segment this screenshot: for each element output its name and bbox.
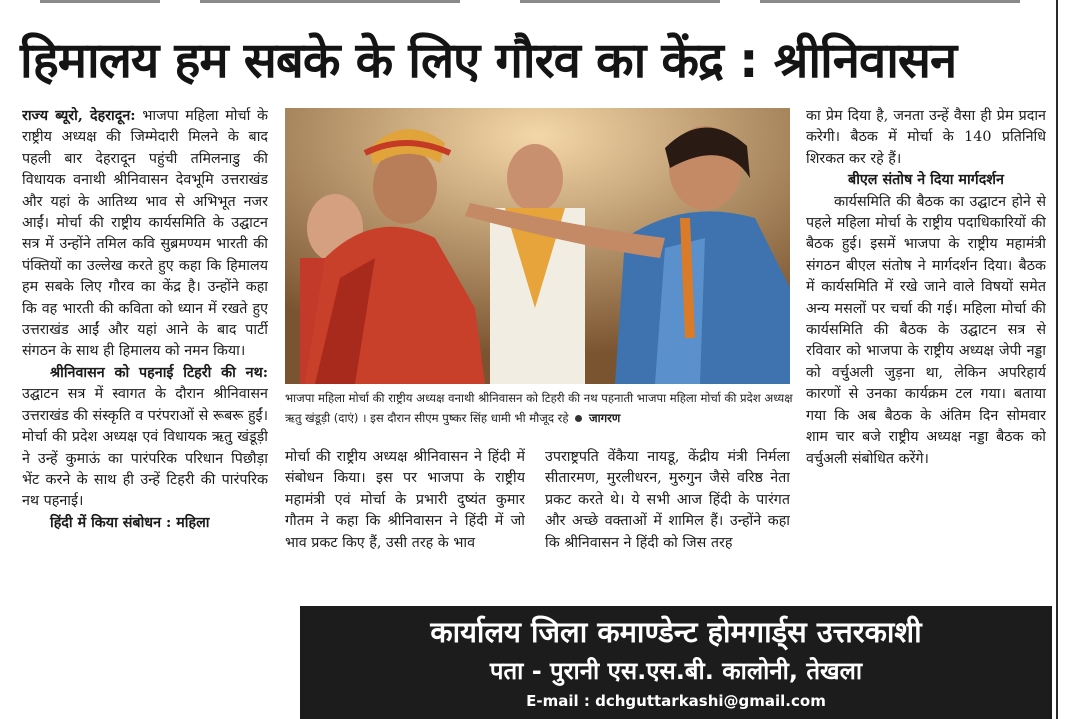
col2-paragraph: मोर्चा की राष्ट्रीय अध्यक्ष श्रीनिवासन ने हिंदी में संबोधन किया। इस पर भाजपा के राष्ट्रीय महामंत्री एवं मोर्चा के प्रभारी दुष्यंत कुमार गौतम ने कहा कि श्रीनिवासन ने हिंदी में जो भाव प्रकट किए हैं, उसी तरह के भाव [285, 449, 525, 551]
article-headline: हिमालय हम सबके के लिए गौरव का केंद्र : श्रीनिवासन [20, 32, 957, 89]
news-photo [285, 108, 790, 384]
right-column-rule [1056, 0, 1058, 719]
col4-paragraph-2: कार्यसमिति की बैठक का उद्घाटन होने से पहले महिला मोर्चा के राष्ट्रीय पदाधिकारियों की बैठक हुई। इसमें भाजपा के राष्ट्रीय महामंत्री संगठन बीएल संतोष ने मार्गदर्शन दिया। बैठक में कार्यसमिति में रखे जाने वाले विषयों समेत अन्य मसलों पर चर्चा की गई। महिला मोर्चा की कार्यसमिति की बैठक के उद्घाटन सत्र से रविवार को भाजपा के राष्ट्रीय अध्यक्ष जेपी नड्डा को वर्चुअली जुड़ना था, लेकिन अपरिहार्य कारणों से उनका कार्यक्रम टल गया। बताया गया कि अब बैठक के अंतिम दिन सोमवार शाम चार बजे राष्ट्रीय अध्यक्ष नड्डा बैठक को वर्चुअली संबोधित करेंगे। [806, 193, 1046, 467]
article-column-4 [806, 106, 1046, 596]
news-photo-illustration [285, 108, 790, 384]
col1-paragraph-2: उद्घाटन सत्र में स्वागत के दौरान श्रीनिवासन उत्तराखंड की संस्कृति व परंपराओं से रूबरू हुईं। मोर्चा की प्रदेश अध्यक्ष एवं विधायक ऋतु खंडूड़ी ने उन्हें कुमाऊं का पारंपरिक परिधान पिछौड़ा भेंट करने के साथ ही उन्हें टिहरी की पारंपरिक नथ पहनाई। [22, 386, 268, 510]
col1-subhead-nath: श्रीनिवासन को पहनाई टिहरी की नथ: [50, 364, 268, 381]
byline: राज्य ब्यूरो, देहरादून: [22, 108, 136, 124]
credit-bullet-icon [575, 415, 582, 422]
ad-address: पता - पुरानी एस.एस.बी. कालोनी, तेखला [489, 657, 863, 685]
photo-caption [285, 388, 795, 430]
col1-paragraph-1: भाजपा महिला मोर्चा के राष्ट्रीय अध्यक्ष की जिम्मेदारी मिलने के बाद पहली बार देहरादून पहुंची तमिलनाडु की विधायक वनाथी श्रीनिवासन देवभूमि उत्तराखंड और यहां के आतिथ्य भाव से अभिभूत नजर आईं। मोर्चा की राष्ट्रीय कार्यसमिति के उद्घाटन सत्र में उन्होंने तमिल कवि सुब्रमण्यम भारती की पंक्तियों का उल्लेख करते हुए कहा कि हिमालय हम सबके लिए गौरव का केंद्र है। उन्होंने कहा कि वह भारती की कविता को ध्यान में रखते हुए उत्तराखंड आईं और यहां आने के बाद पार्टी संगठन के साथ ही हिमालय को नमन किया। [22, 108, 268, 360]
col1-subhead-hindi: हिंदी में किया संबोधन : महिला [50, 514, 210, 531]
top-cut-text-strip [0, 0, 1066, 8]
col3-paragraph: उपराष्ट्रपति वेंकैया नायडू, केंद्रीय मंत्री निर्मला सीतारमण, मुरलीधरन, मुरुगुन जैसे वरिष्ठ नेता प्रकट करते थे। ये सभी आज हिंदी के पारंगत और अच्छे वक्ताओं में शामिल हैं। उन्होंने कहा कि श्रीनिवासन ने हिंदी को जिस तरह [545, 449, 790, 551]
photo-credit: जागरण [588, 411, 621, 425]
ad-email: E-mail : dchguttarkashi@gmail.com [526, 692, 826, 710]
article-column-1 [22, 106, 268, 719]
article-column-2 [285, 447, 525, 597]
article-column-3 [545, 447, 790, 597]
col4-subhead: बीएल संतोष ने दिया मार्गदर्शन [848, 172, 1004, 189]
advertisement-box [300, 606, 1052, 719]
ad-office-title: कार्यालय जिला कमाण्डेन्ट होमगार्ड्स उत्तरकाशी [430, 615, 922, 649]
photo-caption-text: भाजपा महिला मोर्चा की राष्ट्रीय अध्यक्ष वनाथी श्रीनिवासन को टिहरी की नथ पहनाती भाजपा महिला मोर्चा की प्रदेश अध्यक्ष ऋतु खंडूड़ी (दाएं) । इस दौरान सीएम पुष्कर सिंह धामी भी मौजूद रहे [285, 391, 793, 425]
col4-paragraph-1: का प्रेम दिया है, जनता उन्हें वैसा ही प्रेम प्रदान करेगी। बैठक में मोर्चा के 140 प्रतिनिधि शिरकत कर रहे हैं। [806, 108, 1046, 167]
